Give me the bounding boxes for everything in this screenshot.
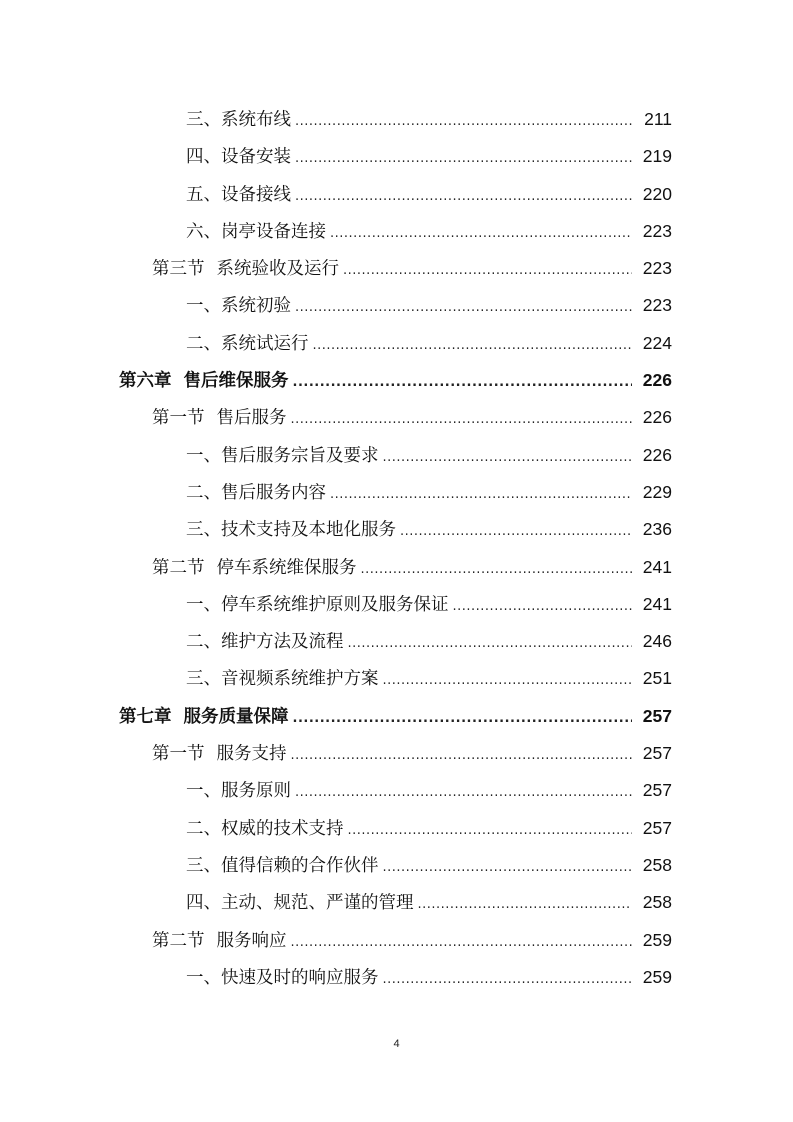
toc-dot-leader [295, 178, 632, 215]
toc-entry-title: 服务原则 [221, 781, 291, 802]
toc-dot-leader [343, 252, 632, 289]
toc-entry-label [186, 848, 379, 885]
toc-entry-title: 系统试运行 [221, 333, 309, 354]
toc-entry-number: 第二节 [152, 930, 205, 951]
toc-entry-number: 四、 [186, 147, 221, 168]
toc-dot-leader [418, 886, 633, 923]
toc-entry-page: 257 [642, 817, 672, 838]
toc-dot-leader [295, 140, 632, 177]
toc-section-entry[interactable] [0, 250, 793, 287]
toc-section-entry[interactable] [0, 735, 793, 772]
toc-entry-page: 257 [642, 743, 672, 764]
toc-entry-page: 251 [642, 668, 672, 689]
toc-entry-title: 系统布线 [221, 110, 291, 130]
toc-dot-leader [295, 774, 632, 811]
toc-subsection-entry[interactable] [0, 176, 793, 213]
toc-entry-number: 一、 [186, 445, 221, 466]
toc-entry-page: 236 [642, 519, 672, 540]
toc-entry-number: 第三节 [152, 259, 205, 280]
toc-entry-number: 第二节 [152, 557, 205, 578]
toc-dot-leader [383, 439, 633, 476]
toc-entry-label [186, 177, 291, 214]
toc-entry-number: 一、 [186, 967, 221, 988]
table-of-contents [0, 101, 793, 996]
toc-entry-label [186, 288, 291, 325]
toc-entry-number: 三、 [186, 855, 221, 876]
toc-entry-page: 259 [642, 929, 672, 950]
page-number: 4 [393, 1038, 400, 1050]
toc-entry-title: 停车系统维护原则及服务保证 [221, 594, 449, 615]
toc-section-entry[interactable] [0, 922, 793, 959]
toc-dot-leader [383, 961, 633, 998]
toc-entry-title: 停车系统维保服务 [216, 557, 357, 578]
toc-entry-number: 三、 [186, 669, 221, 690]
toc-entry-page: 223 [642, 295, 672, 316]
toc-subsection-entry[interactable] [0, 959, 793, 996]
toc-entry-number: 一、 [186, 594, 221, 615]
toc-dot-leader [348, 812, 633, 849]
toc-entry-title: 服务质量保障 [183, 706, 289, 727]
toc-entry-label [186, 773, 291, 810]
toc-entry-title: 值得信赖的合作伙伴 [221, 855, 379, 876]
toc-entry-page: 257 [642, 705, 672, 726]
toc-entry-label [119, 699, 289, 736]
toc-entry-page: 241 [642, 593, 672, 614]
toc-entry-number: 四、 [186, 893, 221, 914]
toc-entry-number: 第六章 [119, 371, 172, 392]
toc-entry-label [152, 400, 287, 437]
toc-subsection-entry[interactable] [0, 884, 793, 921]
toc-entry-page: 219 [642, 146, 672, 167]
toc-dot-leader [383, 849, 633, 886]
toc-entry-label [152, 550, 357, 587]
toc-entry-label [186, 475, 326, 512]
toc-entry-page: 223 [642, 220, 672, 241]
toc-entry-page: 229 [642, 481, 672, 502]
toc-entry-page: 223 [642, 258, 672, 279]
toc-subsection-entry[interactable] [0, 474, 793, 511]
toc-entry-title: 服务支持 [216, 744, 287, 765]
toc-dot-leader [293, 364, 633, 401]
toc-entry-title: 售后服务宗旨及要求 [221, 445, 379, 466]
toc-dot-leader [313, 327, 633, 364]
toc-entry-title: 快速及时的响应服务 [221, 967, 379, 988]
toc-entry-label [186, 960, 379, 997]
toc-subsection-entry[interactable] [0, 810, 793, 847]
toc-section-entry[interactable] [0, 399, 793, 436]
toc-entry-label [186, 885, 414, 922]
toc-entry-page: 259 [642, 966, 672, 987]
toc-dot-leader [295, 103, 632, 140]
toc-entry-title: 售后维保服务 [183, 371, 289, 392]
toc-dot-leader [291, 924, 633, 961]
toc-entry-number: 三、 [186, 520, 221, 541]
toc-entry-number: 第一节 [152, 408, 205, 429]
toc-dot-leader [400, 513, 632, 550]
toc-entry-page: 258 [642, 892, 672, 913]
toc-entry-page: 246 [642, 631, 672, 652]
toc-subsection-entry[interactable] [0, 138, 793, 175]
toc-subsection-entry[interactable] [0, 325, 793, 362]
toc-entry-title: 音视频系统维护方案 [221, 669, 379, 690]
toc-entry-title: 权威的技术支持 [221, 818, 344, 839]
toc-entry-number: 第一节 [152, 744, 205, 765]
toc-entry-title: 设备接线 [221, 184, 291, 205]
toc-entry-title: 技术支持及本地化服务 [221, 520, 396, 541]
toc-dot-leader [295, 289, 632, 326]
toc-dot-leader [348, 625, 633, 662]
toc-entry-page: 241 [642, 556, 672, 577]
toc-entry-number: 一、 [186, 296, 221, 317]
toc-entry-label [152, 251, 339, 288]
toc-entry-title: 售后服务内容 [221, 482, 326, 503]
toc-subsection-entry[interactable] [0, 623, 793, 660]
toc-entry-title: 岗亭设备连接 [221, 221, 326, 242]
toc-subsection-entry[interactable] [0, 586, 793, 623]
toc-entry-number: 二、 [186, 482, 221, 503]
toc-chapter-entry[interactable] [0, 698, 793, 735]
toc-entry-label [186, 326, 309, 363]
toc-entry-label [186, 139, 291, 176]
toc-entry-label [186, 587, 449, 624]
toc-entry-title: 服务响应 [216, 930, 287, 951]
toc-entry-title: 主动、规范、严谨的管理 [221, 893, 414, 914]
toc-subsection-entry[interactable] [0, 511, 793, 548]
toc-entry-number: 二、 [186, 818, 221, 839]
toc-entry-page: 226 [642, 407, 672, 428]
toc-entry-title: 售后服务 [216, 408, 287, 429]
toc-entry-label [152, 923, 287, 960]
toc-dot-leader [293, 700, 633, 737]
toc-dot-leader [383, 662, 633, 699]
toc-entry-label [186, 102, 291, 139]
toc-entry-label [186, 661, 379, 698]
toc-subsection-entry[interactable] [0, 437, 793, 474]
toc-subsection-entry[interactable] [0, 847, 793, 884]
toc-subsection-entry[interactable] [0, 287, 793, 324]
toc-entry-title: 设备安装 [221, 147, 291, 168]
toc-entry-label [186, 512, 396, 549]
toc-entry-label [186, 438, 379, 475]
toc-list [0, 101, 793, 996]
toc-entry-number: 六、 [186, 221, 221, 242]
toc-entry-page: 224 [642, 332, 672, 353]
toc-entry-number: 一、 [186, 781, 221, 802]
toc-entry-number: 三、 [186, 110, 221, 130]
toc-entry-page: 211 [644, 109, 672, 129]
toc-entry-number: 第七章 [119, 706, 172, 727]
toc-chapter-entry[interactable] [0, 362, 793, 399]
toc-entry-page: 220 [642, 183, 672, 204]
toc-entry-label [186, 624, 344, 661]
toc-entry-title: 系统验收及运行 [216, 259, 339, 280]
toc-subsection-entry[interactable] [0, 213, 793, 250]
toc-entry-label [152, 736, 287, 773]
toc-subsection-entry[interactable] [0, 101, 793, 138]
toc-subsection-entry[interactable] [0, 772, 793, 809]
toc-entry-page: 226 [642, 370, 672, 391]
toc-entry-label [186, 811, 344, 848]
toc-dot-leader [330, 215, 632, 252]
toc-section-entry[interactable] [0, 549, 793, 586]
toc-dot-leader [453, 588, 633, 625]
toc-dot-leader [330, 476, 632, 513]
toc-dot-leader [291, 401, 633, 438]
toc-entry-number: 五、 [186, 184, 221, 205]
toc-entry-number: 二、 [186, 632, 221, 653]
toc-entry-title: 维护方法及流程 [221, 632, 344, 653]
toc-dot-leader [291, 737, 633, 774]
toc-entry-title: 系统初验 [221, 296, 291, 317]
toc-entry-label [119, 363, 289, 400]
toc-subsection-entry[interactable] [0, 660, 793, 697]
toc-entry-page: 226 [642, 444, 672, 465]
toc-entry-page: 257 [642, 780, 672, 801]
toc-entry-label [186, 214, 326, 251]
toc-entry-number: 二、 [186, 333, 221, 354]
toc-dot-leader [361, 551, 633, 588]
toc-entry-page: 258 [642, 854, 672, 875]
